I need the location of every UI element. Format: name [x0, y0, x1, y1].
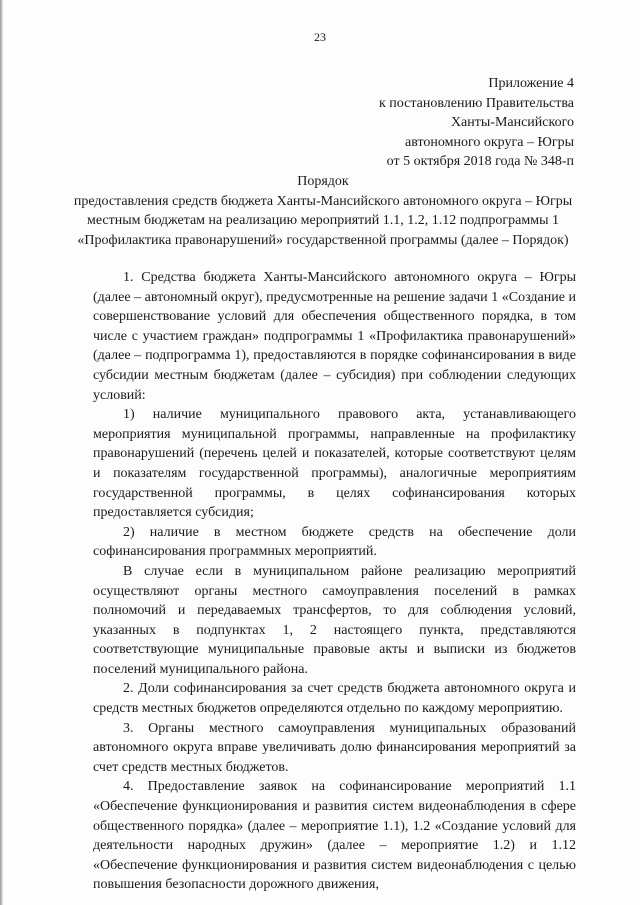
- paragraph-1-sub-1: 1) наличие муниципального правового акта, устанавливающего мероприятия муниципальной программы, направленные на профилактику правонарушений (перечень целей и показателей, которые соответствуют целям и показателям государственной программы), аналогичные мероприятиям государственной программы, в целях софинансирования которых предоставляется субсидия;: [93, 407, 576, 521]
- paragraph-1-sub-2: 2) наличие в местном бюджете средств на обеспечение доли софинансирования программных мероприятий.: [93, 524, 576, 560]
- document-title-block: [60, 172, 586, 250]
- appendix-line: к постановлению Правительства: [378, 95, 574, 111]
- paragraph-4: 4. Предоставление заявок на софинансирование мероприятий 1.1 «Обеспечение функционирования и развития систем видеонаблюдения в сфере общественного порядка» (далее – мероприятие 1.1), 1.2 «Создание условий для деятельности народных дружин» (далее – мероприятие 1.2) и 1.12 «Обеспечение функционирования и развития систем видеонаблюдения с целью повышения безопасности дорожного движения,: [93, 779, 576, 893]
- scan-edge: [0, 0, 3, 905]
- document-subtitle: предоставления средств бюджета Ханты-Мансийского автономного округа – Югры местным бюджетам на реализацию мероприятий 1.1, 1.2, 1.12 подпрограммы 1 «Профилактика правонарушений» государственной программы (далее – Порядок): [73, 193, 573, 248]
- paragraph-2: 2. Доли софинансирования за счет средств бюджета автономного округа и средств местных бюджетов определяются отдельно по каждому мероприятию.: [93, 681, 576, 717]
- document-body: [93, 268, 576, 895]
- document-title: Порядок: [297, 174, 349, 189]
- appendix-block: [379, 74, 574, 172]
- paragraph-3: 3. Органы местного самоуправления муниципальных образований автономного округа вправе увеличивать долю финансирования мероприятий за счет средств местных бюджетов.: [93, 720, 576, 775]
- appendix-line: Приложение 4: [488, 76, 574, 91]
- appendix-line: от 5 октября 2018 года № 348-п: [386, 154, 574, 169]
- paragraph-municipal-district: В случае если в муниципальном районе реализацию мероприятий осуществляют органы местного самоуправления поселений в рамках полномочий и передаваемых трансфертов, то для соблюдения условий, указанных в подпунктах 1, 2 настоящего пункта, представляются соответствующие муниципальные правовые акты и выписки из бюджетов поселений муниципального района.: [93, 563, 576, 677]
- appendix-line: автономного округа – Югры: [405, 134, 574, 150]
- appendix-line: Ханты-Мансийского: [450, 115, 574, 130]
- page-number: 23: [314, 30, 326, 44]
- paragraph-1: 1. Средства бюджета Ханты-Мансийского автономного округа – Югры (далее – автономный округ), предусмотренные на решение задачи 1 «Создание и совершенствование условий для обеспечения общественного порядка, в том числе с участием граждан» подпрограммы 1 «Профилактика правонарушений» (далее – подпрограмма 1), предоставляются в порядке софинансирования в виде субсидии местным бюджетам (далее – субсидия) при соблюдении следующих условий:: [93, 270, 576, 403]
